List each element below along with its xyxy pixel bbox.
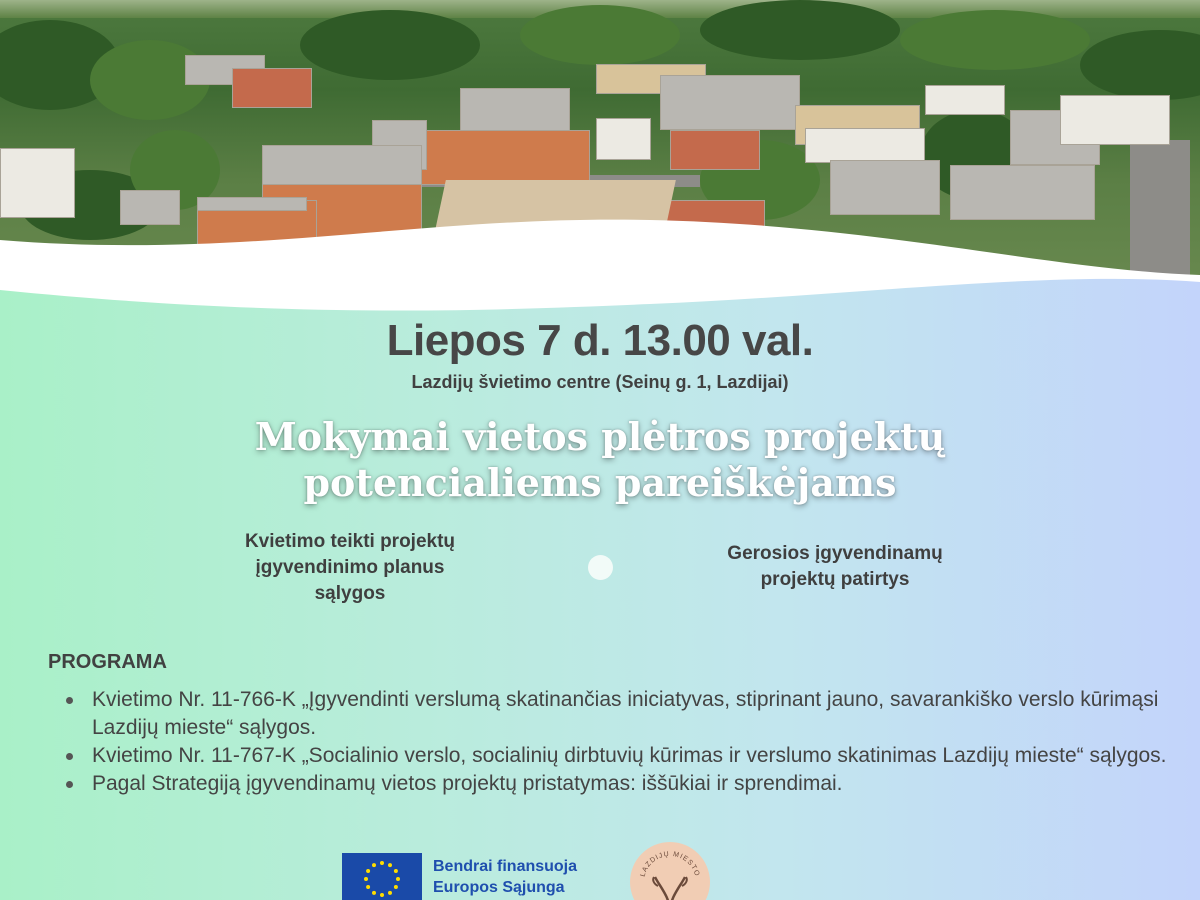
eu-star-icon: [364, 877, 368, 881]
topic-left-line: sąlygos: [314, 583, 386, 604]
event-title-line1: Mokymai vietos plėtros projektų: [254, 414, 946, 459]
event-title-line2: potencialiems pareiškėjams: [303, 460, 897, 505]
eu-star-icon: [366, 869, 370, 873]
program-item-text: Kvietimo Nr. 11-767-K „Socialinio verslo, socialinių dirbtuvių kūrimas ir verslumo skatinimas Lazdijų mieste“ sąlygos.: [92, 744, 1167, 767]
program-heading: PROGRAMA: [48, 651, 167, 673]
eu-star-icon: [388, 863, 392, 867]
topic-right-line: projektų patirtys: [760, 569, 910, 590]
eu-star-icon: [394, 869, 398, 873]
eu-star-icon: [394, 885, 398, 889]
event-date-time: Liepos 7 d. 13.00 val.: [386, 316, 814, 365]
topic-call-conditions: [195, 529, 505, 607]
program-item-text: Pagal Strategiją įgyvendinamų vietos projektų pristatymas: iššūkiai ir sprendimai.: [92, 772, 843, 795]
eu-star-icon: [366, 885, 370, 889]
bullet-icon: [66, 781, 73, 788]
eu-star-icon: [396, 877, 400, 881]
city-logo-text: LAZDIJŲ MIESTO: [639, 850, 701, 878]
bullet-icon: [66, 697, 73, 704]
topic-left-line: įgyvendinimo planus: [255, 557, 445, 578]
eu-star-icon: [372, 863, 376, 867]
eu-line1: Bendrai finansuoja: [433, 858, 578, 875]
topic-left-line: Kvietimo teikti projektų: [244, 531, 456, 552]
program-item: [62, 686, 1172, 742]
wave-bottom-edge: [0, 270, 1200, 320]
program-item: [62, 770, 1172, 798]
event-title: [150, 414, 1050, 506]
eu-flag-icon: [342, 853, 422, 900]
separator-dot: [588, 555, 613, 580]
svg-text:LAZDIJŲ MIESTO: [640, 851, 701, 878]
program-list: [62, 686, 1172, 798]
eu-star-icon: [380, 893, 384, 897]
city-logo-icon: [630, 842, 710, 900]
eu-cofunded-label: [433, 856, 577, 898]
eu-line2: Europos Sąjunga: [433, 879, 565, 896]
program-item: [62, 742, 1172, 770]
topic-right-line: Gerosios įgyvendinamų: [727, 543, 943, 564]
eu-star-icon: [380, 861, 384, 865]
eu-star-icon: [372, 891, 376, 895]
event-venue: Lazdijų švietimo centre (Seinų g. 1, Lazdijai): [411, 372, 789, 392]
topic-good-practices: [665, 541, 1005, 593]
program-item-text: Kvietimo Nr. 11-766-K „Įgyvendinti verslumą skatinančias iniciatyvas, stiprinant jauno, savarankiško verslo kūrimąsi Lazdijų mieste“ sąlygos.: [92, 688, 1159, 739]
eu-star-icon: [388, 891, 392, 895]
bullet-icon: [66, 753, 73, 760]
